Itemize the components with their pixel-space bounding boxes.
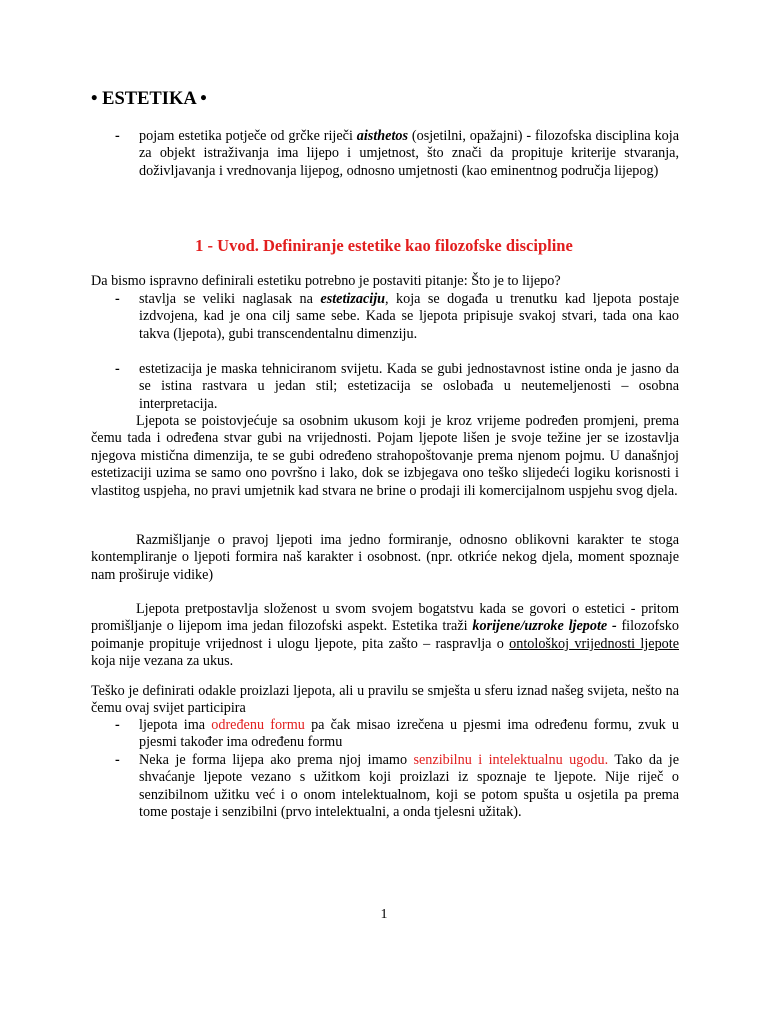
highlight-senzibilnu: senzibilnu i intelektualnu ugodu. (413, 752, 609, 768)
bullet-estetizacija (115, 291, 679, 343)
page-number: 1 (380, 907, 388, 922)
underlined-ontoloskoj: ontološkoj vrijednosti ljepote (509, 635, 680, 652)
bullet-dash: - (115, 291, 120, 307)
bullet-maska (115, 361, 679, 413)
paragraph-razmisljanje: Razmišljanje o pravoj ljepoti ima jedno formiranje, odnosno oblikovni karakter te stoga kontempliranje o ljepoti formira naš karakter i osobnost. (npr. otkriće nekog djela, moment spoznaje nam proširuje vidike) (91, 532, 679, 583)
bullet-dash: - (115, 752, 120, 768)
bullet-senzibilnu (115, 752, 679, 822)
bullet-dash: - (115, 361, 120, 377)
intro-bullet (115, 128, 679, 180)
term-korijene: korijene/uzroke ljepote - (472, 618, 617, 635)
section-heading: 1 - Uvod. Definiranje estetike kao filozofske discipline (195, 236, 573, 255)
bullet-text: Neka je forma lijepa ako prema njoj imamo senzibilnu i intelektualnu ugodu. Tako da je shvaćanje ljepote vezano s užitkom koji proizlazi iz spoznaje te ljepote. Nije riječ o senzibilnom užitku već i o onom intelektualnom, koji se potom spušta u osjetila pa prema tome postaje i senzibilni (prvo intelektualni, a onda tjelesni užitak). (139, 752, 680, 821)
document-title: • ESTETIKA • (91, 89, 207, 109)
paragraph-pretpostavlja: Ljepota pretpostavlja složenost u svom svojem bogatstvu kada se govori o estetici - pritom promišljanje o lijepom ima jedan filozofski aspekt. Estetika traži korijene/uzroke ljepote - filozofsko poimanje propituje vrijednost i ulogu ljepote, pita zašto – raspravlja o ontološkoj vrijednosti ljepote koja nije vezana za ukus. (91, 601, 680, 670)
paragraph-tesko: Teško je definirati odakle proizlazi ljepota, ali u pravilu se smješta u sferu iznad našeg svijeta, nešto na čemu ovaj svijet participira (91, 683, 679, 717)
bullet-forma (115, 717, 679, 752)
bullet-text: ljepota ima određenu formu pa čak misao izrečena u pjesmi ima određenu formu, zvuk u pjesmi također ima određenu formu (139, 717, 679, 751)
bullet-dash: - (115, 128, 120, 144)
question-line: Da bismo ispravno definirali estetiku potrebno je postaviti pitanje: Što je to lijepo? (91, 273, 561, 289)
bullet-text: stavlja se veliki naglasak na estetizaciju, koja se događa u trenutku kad ljepota postaje izdvojena, kad je ona cilj same sebe. Kada se ljepota pripisuje svakoj stvari, tada ona kao takva (ljepota), gubi transcendentalnu dimenziju. (139, 291, 679, 342)
term-estetizaciju: estetizaciju (320, 291, 386, 307)
term-aisthetos: aisthetos (356, 128, 409, 144)
paragraph-poistovjecuje: Ljepota se poistovjećuje sa osobnim ukusom koji je kroz vrijeme podređen promjeni, prema čemu tada i određena stvar gubi na vrijednosti. Pojam ljepote lišen je svoje težine jer se izostavlja njegova mistična dimenzija, te se gubi određeno strahopoštovanje prema njenom pojmu. U današnjoj estetizaciji uzima se samo ono površno i lako, dok se izbjegava ono teško slijedeći logiku korisnosti i vlastitog uspjeha, no pravi umjetnik kad stvara ne brine o prodaji ili komercijalnom uspjehu svog djela. (91, 413, 679, 499)
bullet-dash: - (115, 717, 120, 733)
bullet-text: estetizacija je maska tehniciranom svijetu. Kada se gubi jednostavnost istine onda je jasno da se istina rastvara u jedan stil; estetizacija se oslobađa u neutemeljenosti – osobna interpretacija. (139, 361, 679, 412)
bullet-text: pojam estetika potječe od grčke riječi aisthetos (osjetilni, opažajni) - filozofska disciplina koja za objekt istraživanja ima lijepo i umjetnost, što znači da propituje kriterije stvaranja, doživljavanja i vrednovanja lijepog, odnosno umjetnosti (kao eminentnog područja lijepog) (139, 128, 679, 179)
highlight-odredenu-formu: određenu formu (211, 717, 305, 733)
